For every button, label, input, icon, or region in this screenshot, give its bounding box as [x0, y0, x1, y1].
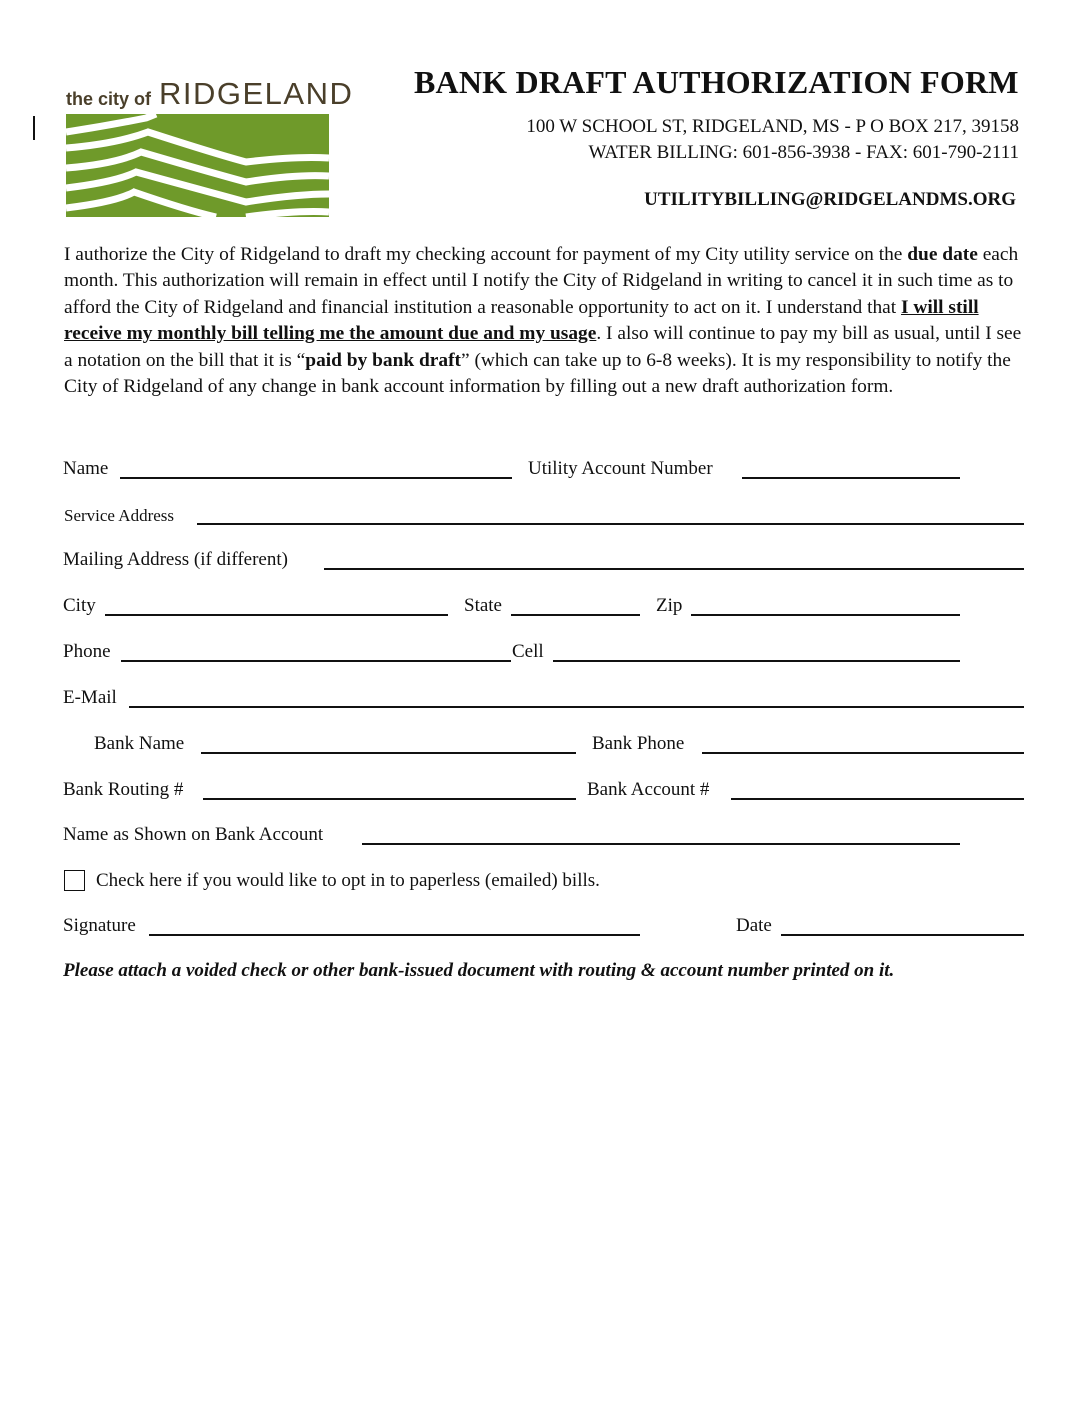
state-label: State — [464, 595, 502, 616]
text: ” (which can take up to 6-8 weeks). It is my responsibility to notify the City of Ridgeland of any change in bank account information by filling out a new draft authorization form. — [64, 349, 1011, 398]
name-on-account-label: Name as Shown on Bank Account — [63, 824, 324, 845]
paperless-label[interactable]: Check here if you would like to opt in to paperless (emailed) bills. — [96, 870, 600, 891]
bank-name-label: Bank Name — [94, 733, 185, 754]
billing-email: UTILITYBILLING@RIDGELANDMS.ORG — [644, 189, 1016, 210]
service-address-label: Service Address — [64, 506, 175, 525]
text-cursor — [33, 116, 35, 140]
form-title: BANK DRAFT AUTHORIZATION FORM — [414, 64, 1019, 100]
voided-check-note: Please attach a voided check or other bank-issued document with routing & account number printed on it. — [63, 960, 895, 981]
email-row — [0, 685, 1088, 711]
city-state-zip-row — [0, 593, 1088, 619]
state-field[interactable] — [511, 596, 640, 616]
service-address-row — [0, 502, 1088, 528]
date-field[interactable] — [781, 916, 1024, 936]
bank-name-field[interactable] — [201, 734, 576, 754]
monthly-bill-emphasis: I will still receive my monthly bill telling me the amount due and my usage — [64, 296, 979, 345]
bank-account-label: Bank Account # — [587, 779, 710, 800]
bank-account-field[interactable] — [731, 780, 1024, 800]
city-logo — [66, 76, 354, 218]
phone-row — [0, 639, 1088, 665]
name-field[interactable] — [120, 459, 512, 479]
cell-field[interactable] — [553, 642, 960, 662]
date-label: Date — [736, 915, 772, 936]
logo-text-large: RIDGELAND — [159, 76, 354, 111]
name-on-account-field[interactable] — [362, 825, 960, 845]
city-field[interactable] — [105, 596, 448, 616]
signature-row — [0, 913, 1088, 939]
service-address-field[interactable] — [197, 505, 1024, 525]
billing-phone-fax: WATER BILLING: 601-856-3938 - FAX: 601-790-2111 — [588, 142, 1019, 163]
name-row — [0, 456, 1088, 482]
mailing-address: 100 W SCHOOL ST, RIDGELAND, MS - P O BOX 217, 39158 — [526, 116, 1019, 137]
bank-numbers-row — [0, 777, 1088, 803]
bank-routing-label: Bank Routing # — [63, 779, 184, 800]
text: each month. This authorization will remain in effect until I notify the City of Ridgeland in writing to cancel it in such time as to afford the City of Ridgeland and financial institution a reasonable opportunity to act on it. I understand that — [64, 244, 1019, 318]
due-date-emphasis: due date — [907, 244, 978, 265]
text: I authorize the City of Ridgeland to draft my checking account for payment of my City utility service on the — [64, 244, 908, 265]
email-field[interactable] — [129, 688, 1024, 708]
phone-label: Phone — [63, 641, 111, 662]
mailing-address-row — [0, 547, 1088, 573]
bank-phone-field[interactable] — [702, 734, 1024, 754]
authorization-text — [64, 242, 1029, 400]
zip-label: Zip — [656, 595, 683, 616]
name-on-account-row — [0, 822, 1088, 848]
paperless-row — [0, 868, 1088, 894]
utility-account-field[interactable] — [742, 459, 960, 479]
signature-field[interactable] — [149, 916, 640, 936]
zip-field[interactable] — [691, 596, 960, 616]
name-label: Name — [63, 458, 109, 479]
mailing-address-label: Mailing Address (if different) — [63, 549, 288, 570]
cell-label: Cell — [512, 641, 544, 662]
mailing-address-field[interactable] — [324, 550, 1024, 570]
text: . I also will continue to pay my bill as usual, until I see a notation on the bill that it is “ — [64, 323, 1022, 371]
phone-field[interactable] — [121, 642, 511, 662]
email-label: E-Mail — [63, 687, 117, 708]
paid-by-draft-emphasis: paid by bank draft — [305, 349, 462, 371]
signature-label: Signature — [63, 915, 136, 936]
utility-account-label: Utility Account Number — [528, 458, 713, 479]
bank-name-row — [0, 731, 1088, 757]
logo-text-small: the city of — [66, 89, 152, 109]
bank-routing-field[interactable] — [203, 780, 576, 800]
bank-phone-label: Bank Phone — [592, 733, 685, 754]
city-label: City — [63, 595, 96, 616]
